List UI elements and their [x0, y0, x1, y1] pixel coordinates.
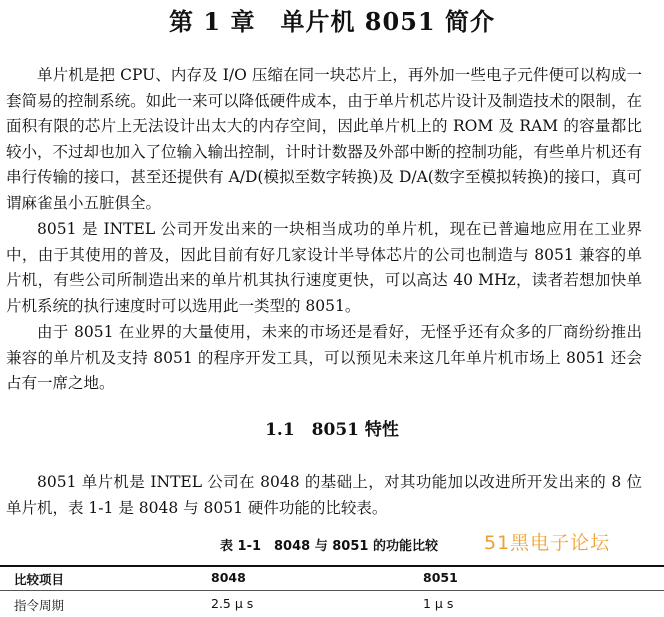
market-paragraph: 由于 8051 在业界的大量使用，未来的市场还是看好，无怪乎还有众多的厂商纷纷推出兼容的单片机及支持 8051 的程序开发工具，可以预见未来这几年单片机市场上 8051 还会占有一席之地。 — [6, 323, 642, 393]
intro-paragraph: 单片机是把 CPU、内存及 I/O 压缩在同一块芯片上，再外加一些电子元件便可以构成一套简易的控制系统。如此一来可以降低硬件成本，由于单片机芯片设计及制造技术的限制，在面积有限的芯片上无法设计出太大的内存空间，因此单片机上的 ROM 及 RAM 的容量都比较小，不过却也加入了位输入输出控制，计时计数器及外部中断的控制功能，有些单片机还有串行传输的接口，甚至还提供有 A/D(模拟至数字转换)及 D/A(数字至模拟转换)的接口，真可谓麻雀虽小五脏俱全。 — [6, 66, 642, 212]
watermark-logo: 51黑电子论坛 — [484, 532, 611, 554]
table-header-8051: 8051 — [423, 570, 458, 585]
table-top-rule — [0, 565, 664, 567]
table-header-item: 比较项目 — [14, 572, 65, 587]
table-cell-item: 指令周期 — [14, 598, 65, 613]
chapter-title: 第 1 章 单片机 8051 简介 — [169, 7, 495, 36]
intel-8051-paragraph: 8051 是 INTEL 公司开发出来的一块相当成功的单片机，现在已普遍地应用在工业界中，由于其使用的普及，因此目前有好几家设计半导体芯片的公司也制造与 8051 兼容的单片机，有些公司所制造出来的单片机其执行速度更快，可以高达 40 MHz，读者若想加快单片机系统的执行速度时可以选用此一类型的 8051。 — [6, 220, 642, 315]
table-caption: 表 1-1 8048 与 8051 的功能比较 — [220, 539, 438, 554]
table-header-8048: 8048 — [211, 570, 246, 585]
table-cell-8051: 1 μ s — [423, 596, 454, 611]
features-paragraph: 8051 单片机是 INTEL 公司在 8048 的基础上，对其功能加以改进所开发出来的 8 位单片机，表 1-1 是 8048 与 8051 硬件功能的比较表。 — [6, 473, 642, 517]
table-header-rule — [0, 590, 664, 591]
section-title: 1.1 8051 特性 — [265, 420, 399, 440]
table-cell-8048: 2.5 μ s — [211, 596, 254, 611]
